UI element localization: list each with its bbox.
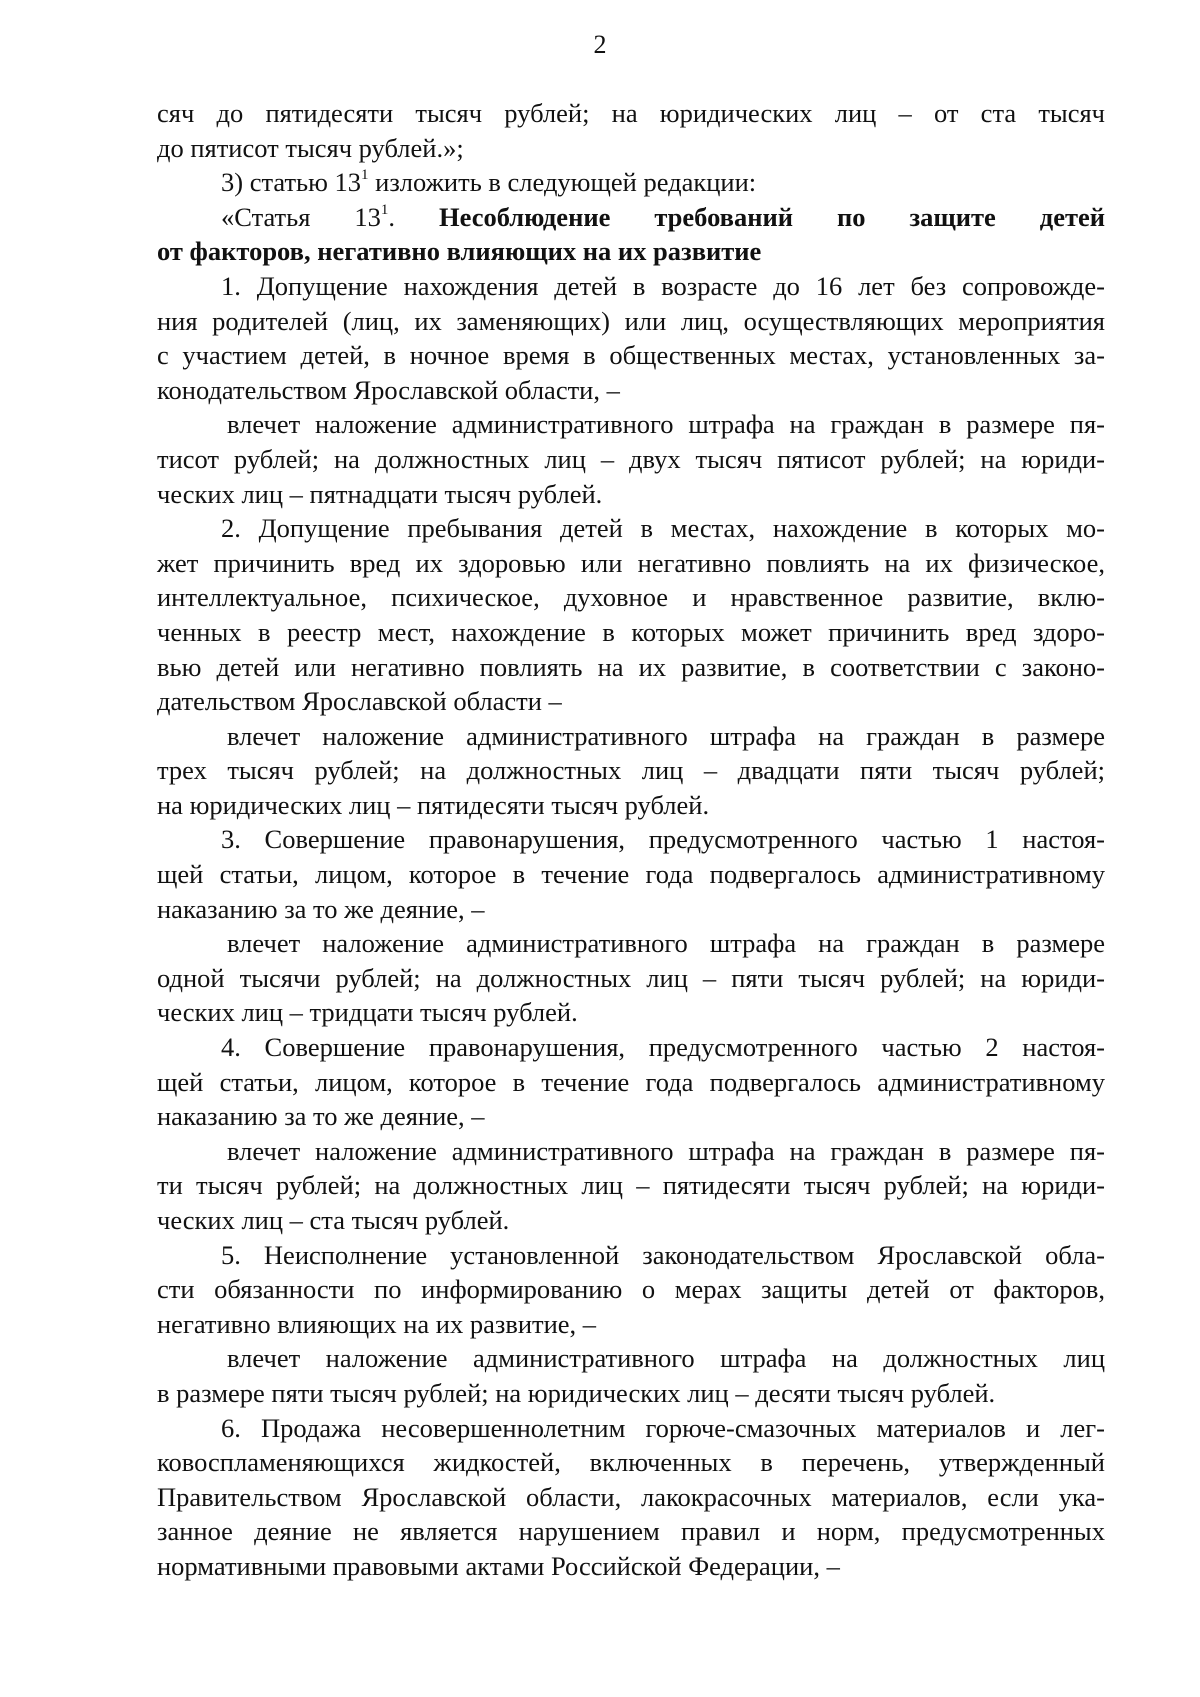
text-line: ческих лиц – тридцати тысяч рублей. <box>157 997 578 1028</box>
paragraph-2-start: 2. Допущение пребывания детей в местах, нахождение в которых мо- <box>221 513 1105 544</box>
text-line: ческих лиц – пятнадцати тысяч рублей. <box>157 478 603 509</box>
amendment-item-3 <box>157 165 1105 200</box>
text-line: жет причинить вред их здоровью или негативно повлиять на их физическое, <box>157 547 1105 578</box>
text-line: на юридических лиц – пятидесяти тысяч рублей. <box>157 789 710 820</box>
article-label: «Статья 13 <box>221 201 381 232</box>
text-line: ковоспламеняющихся жидкостей, включенных в перечень, утвержденный <box>157 1447 1105 1478</box>
text-line: нормативными правовыми актами Российской Федерации, – <box>157 1550 840 1581</box>
text-line: Правительством Ярославской области, лакокрасочных материалов, если ука- <box>157 1481 1105 1512</box>
text-line: вью детей или негативно повлиять на их развитие, в соответствии с законо- <box>157 651 1105 682</box>
text-line: до пятисот тысяч рублей.»; <box>157 132 464 163</box>
text-line: щей статьи, лицом, которое в течение года подвергалось административному <box>157 859 1105 890</box>
sanction-1-start: влечет наложение административного штрафа на граждан в размере пя- <box>227 409 1105 440</box>
superscript: 1 <box>380 201 389 218</box>
paragraph-5-start: 5. Неисполнение установленной законодательством Ярославской обла- <box>221 1239 1105 1270</box>
article-title-continuation: от факторов, негативно влияющих на их развитие <box>157 236 762 267</box>
page-number: 2 <box>593 30 607 59</box>
article-title: Несоблюдение требований по защите детей <box>439 201 1106 232</box>
text-line: негативно влияющих на их развитие, – <box>157 1308 597 1339</box>
paragraph-1-start: 1. Допущение нахождения детей в возрасте до 16 лет без сопровожде- <box>221 270 1105 301</box>
text-line: ти тысяч рублей; на должностных лиц – пятидесяти тысяч рублей; на юриди- <box>157 1170 1105 1201</box>
text-fragment: изложить в следующей редакции: <box>368 167 757 198</box>
text-line: конодательством Ярославской области, – <box>157 374 620 405</box>
sanction-2-start: влечет наложение административного штрафа на граждан в размере <box>227 720 1105 751</box>
text-line: трех тысяч рублей; на должностных лиц – двадцати пяти тысяч рублей; <box>157 755 1105 786</box>
text-line: ческих лиц – ста тысяч рублей. <box>157 1205 510 1235</box>
text-fragment: . <box>388 201 396 232</box>
paragraph-6-start: 6. Продажа несовершеннолетним горюче-смазочных материалов и лег- <box>221 1412 1105 1443</box>
superscript: 1 <box>361 167 369 184</box>
text-line: сяч до пятидесяти тысяч рублей; на юридических лиц – от ста тысяч <box>157 98 1105 128</box>
text-line: сти обязанности по информированию о мерах защиты детей от факторов, <box>157 1274 1105 1305</box>
text-line: щей статьи, лицом, которое в течение года подвергалось административному <box>157 1066 1105 1097</box>
text-line: занное деяние не является нарушением правил и норм, предусмотренных <box>157 1516 1105 1547</box>
text-line: в размере пяти тысяч рублей; на юридических лиц – десяти тысяч рублей. <box>157 1377 996 1408</box>
text-line: наказанию за то же деяние, – <box>157 893 485 924</box>
sanction-3-start: влечет наложение административного штрафа на граждан в размере <box>227 928 1105 959</box>
document-body <box>157 96 1105 1584</box>
sanction-5-start: влечет наложение административного штрафа на должностных лиц <box>227 1343 1105 1374</box>
paragraph-4-start: 4. Совершение правонарушения, предусмотренного частью 2 настоя- <box>221 1032 1105 1063</box>
text-fragment: 3) статью 13 <box>221 167 362 198</box>
text-line: ния родителей (лиц, их заменяющих) или лиц, осуществляющих мероприятия <box>157 305 1105 336</box>
text-line: ченных в реестр мест, нахождение в которых может причинить вред здоро- <box>157 616 1105 647</box>
text-line: интеллектуальное, психическое, духовное и нравственное развитие, вклю- <box>157 582 1105 613</box>
text-line: дательством Ярославской области – <box>157 686 562 717</box>
sanction-4-start: влечет наложение административного штрафа на граждан в размере пя- <box>227 1135 1105 1166</box>
text-line: тисот рублей; на должностных лиц – двух тысяч пятисот рублей; на юриди- <box>157 443 1105 474</box>
text-line: наказанию за то же деяние, – <box>157 1101 485 1132</box>
text-line: с участием детей, в ночное время в общественных местах, установленных за- <box>157 340 1105 371</box>
text-line: одной тысячи рублей; на должностных лиц – пяти тысяч рублей; на юриди- <box>157 962 1105 993</box>
paragraph-3-start: 3. Совершение правонарушения, предусмотренного частью 1 настоя- <box>221 824 1105 855</box>
article-heading <box>157 200 1105 235</box>
